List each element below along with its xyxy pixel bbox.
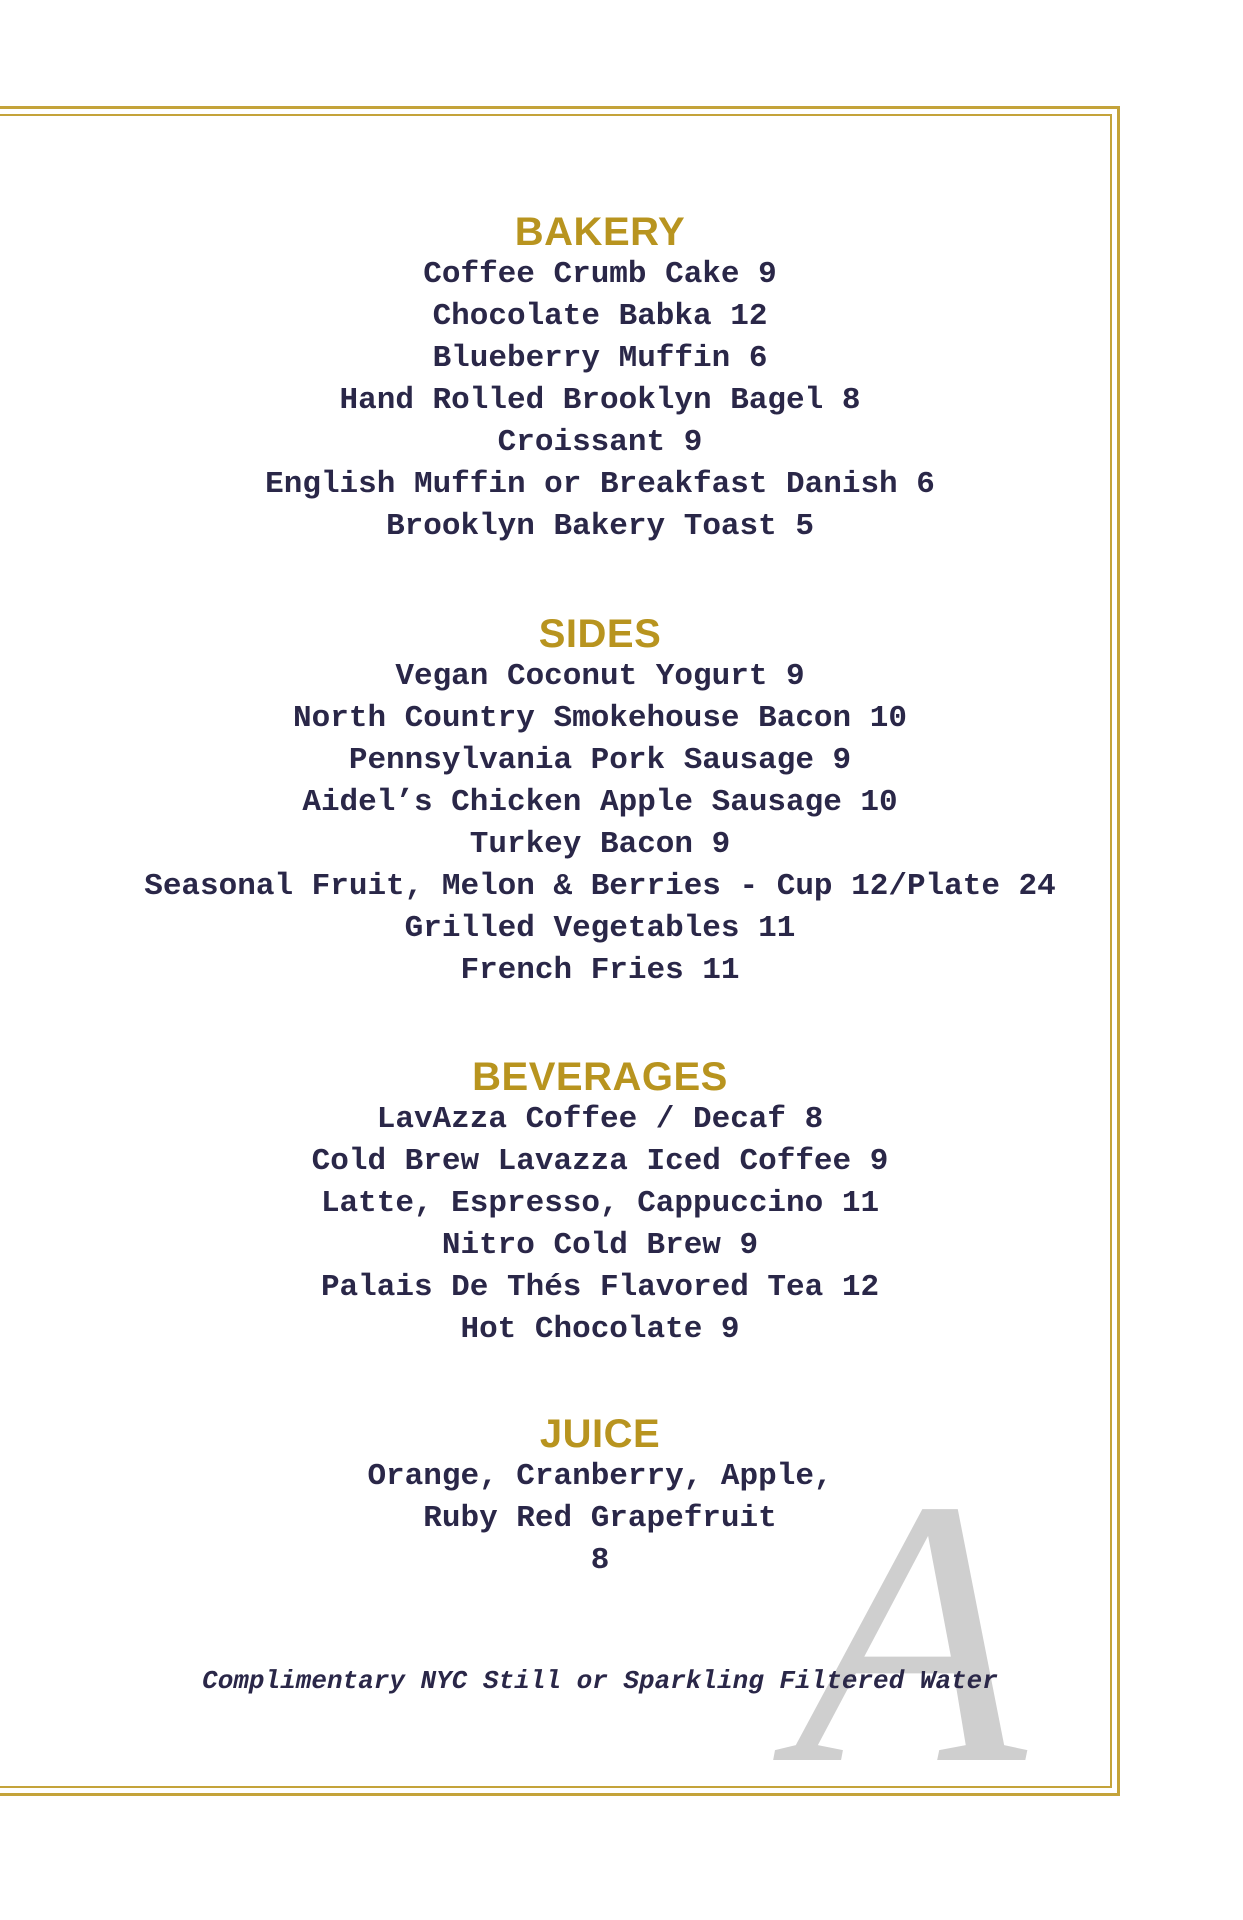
section-title: BEVERAGES <box>472 1055 728 1099</box>
menu-item: Chocolate Babka 12 <box>432 299 768 334</box>
menu-item: Nitro Cold Brew 9 <box>441 1228 759 1263</box>
menu-item: LavAzza Coffee / Decaf 8 <box>376 1102 824 1137</box>
item-list <box>0 1456 1200 1582</box>
menu-item: Hand Rolled Brooklyn Bagel 8 <box>339 383 861 418</box>
section-juice <box>0 1412 1200 1582</box>
menu-item: Turkey Bacon 9 <box>469 827 731 862</box>
menu-item: Croissant 9 <box>497 425 703 460</box>
menu-item: Seasonal Fruit, Melon & Berries - Cup 12/Plate 24 <box>144 869 1056 904</box>
menu-item: English Muffin or Breakfast Danish 6 <box>265 467 935 502</box>
menu-item: Palais De Thés Flavored Tea 12 <box>320 1270 880 1305</box>
menu-item: Blueberry Muffin 6 <box>432 341 768 376</box>
section-beverages <box>0 1055 1200 1351</box>
menu-item: 8 <box>590 1543 610 1578</box>
menu-item: Latte, Espresso, Cappuccino 11 <box>320 1186 880 1221</box>
footer-note: Complimentary NYC Still or Sparkling Filtered Water <box>202 1666 998 1696</box>
menu-item: Coffee Crumb Cake 9 <box>423 257 777 292</box>
section-sides <box>0 612 1200 992</box>
menu-item: Brooklyn Bakery Toast 5 <box>386 509 814 544</box>
section-title: JUICE <box>539 1412 661 1456</box>
menu-item: Cold Brew Lavazza Iced Coffee 9 <box>311 1144 889 1179</box>
section-bakery <box>0 210 1200 548</box>
menu-item: French Fries 11 <box>460 953 740 988</box>
menu-item: Hot Chocolate 9 <box>460 1312 740 1347</box>
menu-item: Vegan Coconut Yogurt 9 <box>395 659 805 694</box>
menu-item: North Country Smokehouse Bacon 10 <box>293 701 907 736</box>
menu-item: Aidel’s Chicken Apple Sausage 10 <box>302 785 898 820</box>
section-title: SIDES <box>538 612 662 656</box>
menu-item: Grilled Vegetables 11 <box>404 911 796 946</box>
item-list <box>0 254 1200 548</box>
item-list <box>0 1099 1200 1351</box>
menu-item: Orange, Cranberry, Apple, <box>367 1459 833 1494</box>
menu-item: Ruby Red Grapefruit <box>423 1501 777 1536</box>
section-title: BAKERY <box>514 210 686 254</box>
item-list <box>0 656 1200 992</box>
monogram-letter: A <box>793 1480 1027 1780</box>
menu-item: Pennsylvania Pork Sausage 9 <box>348 743 852 778</box>
